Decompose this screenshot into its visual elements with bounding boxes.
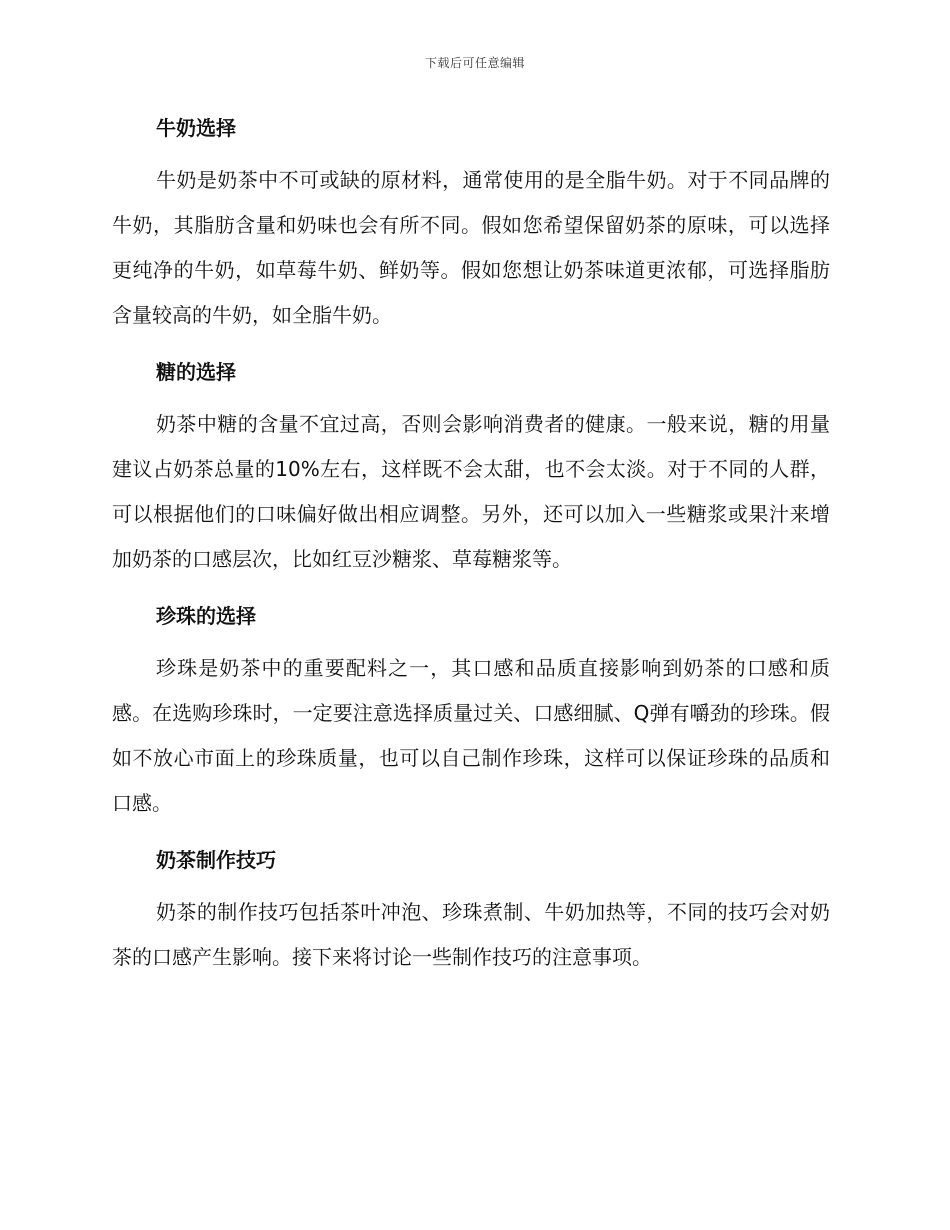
section-heading: 牛奶选择 <box>156 116 236 140</box>
section-paragraph: 珍珠是奶茶中的重要配料之一，其口感和品质直接影响到奶茶的口感和质感。在选购珍珠时，一定要注意选择质量过关、口感细腻、Q弹有嚼劲的珍珠。假如不放心市面上的珍珠质量，也可以自己制作珍珠，这样可以保证珍珠的品质和口感。 <box>112 656 830 815</box>
header-note: 下载后可任意编辑 <box>424 56 525 70</box>
section-pearls <box>112 600 830 826</box>
section-milk <box>112 112 830 338</box>
section-paragraph: 奶茶的制作技巧包括茶叶冲泡、珍珠煮制、牛奶加热等，不同的技巧会对奶茶的口感产生影响。接下来将讨论一些制作技巧的注意事项。 <box>112 900 830 969</box>
section-heading: 糖的选择 <box>156 360 236 384</box>
section-paragraph: 牛奶是奶茶中不可或缺的原材料，通常使用的是全脂牛奶。对于不同品牌的牛奶，其脂肪含量和奶味也会有所不同。假如您希望保留奶茶的原味，可以选择更纯净的牛奶，如草莓牛奶、鲜奶等。假如您想让奶茶味道更浓郁，可选择脂肪含量较高的牛奶，如全脂牛奶。 <box>112 168 830 327</box>
section-paragraph: 奶茶中糖的含量不宜过高，否则会影响消费者的健康。一般来说，糖的用量建议占奶茶总量的10%左右，这样既不会太甜，也不会太淡。对于不同的人群，可以根据他们的口味偏好做出相应调整。另外，还可以加入一些糖浆或果汁来增加奶茶的口感层次，比如红豆沙糖浆、草莓糖浆等。 <box>112 412 830 571</box>
section-heading: 奶茶制作技巧 <box>156 848 276 872</box>
section-techniques <box>112 844 830 980</box>
document-content <box>112 112 830 980</box>
section-sugar <box>112 356 830 582</box>
section-heading: 珍珠的选择 <box>156 604 256 628</box>
